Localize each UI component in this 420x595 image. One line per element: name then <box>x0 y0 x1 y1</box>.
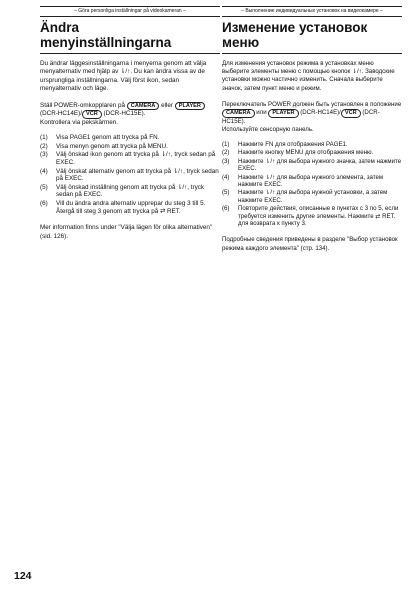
power-text-b: или <box>256 109 267 117</box>
title-line-1: Изменение установок <box>222 20 368 35</box>
step-item: (4) Välj önskat alternativ genom att trycka på ⇂/↑, tryck sedan på EXEC. <box>40 167 219 183</box>
right-column <box>222 6 402 253</box>
step-list <box>40 134 220 215</box>
step-item: (2) Нажмите кнопку MENU для отображения меню. <box>222 149 374 157</box>
camera-mode-label: CAMERA <box>222 109 255 118</box>
left-column <box>40 6 220 241</box>
more-info-note: Подробные сведения приведены в разделе "Выбор установок режима каждого элемента" (стр. 134). <box>222 236 398 252</box>
step-item: (2) Visa menyn genom att trycka på MENU. <box>40 142 168 150</box>
power-text-b: eller <box>161 101 174 109</box>
power-text-a: Ställ POWER-omkopplaren på <box>40 101 126 109</box>
more-info-note: Mer information finns under "Välja lägen för olika alternativen" (sid. 126). <box>40 224 213 240</box>
intro-paragraph: Du ändrar läggesinställningarna i menyerna genom att välja menyalternativ med hjälp av ⇂/↑. Du kan ändra vissa av de ursprungliga inställningarna. Välj först ikon, sedan menyalternativ och läge. <box>40 60 207 93</box>
power-text-d: (DCR-HC15E). <box>222 109 380 125</box>
step-item: (3) Välj önskad ikon genom att trycka på ⇂/↑, tryck sedan på EXEC. <box>40 151 216 166</box>
camera-mode-label: CAMERA <box>127 102 160 111</box>
step-item: (5) Välj önskad inställning genom att trycka på ⇂/↑, tryck sedan på EXEC. <box>40 183 205 199</box>
title-rule <box>40 53 220 54</box>
title-rule <box>222 53 402 54</box>
step-item: (3) Нажмите ⇂/↑ для выбора нужного значка, затем нажмите EXEC. <box>222 157 402 173</box>
power-text-a: Переключатель POWER должен быть установлен в положение <box>222 100 402 108</box>
step-item: (1) Нажмите FN для отображения PAGE1. <box>222 141 348 149</box>
title-line-2: меню <box>222 35 260 50</box>
power-text-c: (DCR-HC14E)/ <box>40 110 82 118</box>
page-title <box>222 20 402 50</box>
step-item: (6) Повторите действия, описанные в пунктах с 3 по 5, если требуется изменить другие элементы. Нажмите ⇄ RET. для возврата к пункту 3. <box>222 205 399 228</box>
section-kicker: – Göra personliga inställningar på videokameran – <box>40 6 220 17</box>
vcr-mode-label: VCR <box>341 109 361 118</box>
power-switch-instruction <box>40 102 220 119</box>
step-item: (4) Нажмите ⇂/↑ для выбора нужного элемента, затем нажмите EXEC. <box>222 173 384 189</box>
power-text-c: (DCR-HC14E)/ <box>300 109 341 117</box>
section-kicker: – Выполнение индивидуальных установок на видеокамере – <box>222 6 402 17</box>
title-line-2: menyinställningarna <box>40 35 172 50</box>
page-title <box>40 20 220 50</box>
step-item: (6) Vill du ändra andra alternativ upprepar du steg 3 till 5. Återgå till steg 3 genom att trycka på ⇄ RET. <box>40 199 206 215</box>
title-line-1: Ändra <box>40 20 80 35</box>
power-switch-instruction <box>222 101 402 126</box>
step-list <box>222 141 402 227</box>
player-mode-label: PLAYER <box>175 102 205 111</box>
player-mode-label: PLAYER <box>268 109 298 118</box>
intro-paragraph: Для изменения установок режима в установках меню выберите элементы меню с помощью кнопок ⇂/↑. Заводские установки можно частично изменить. Сначала выберите значок, затем пункт меню и режим. <box>222 60 395 92</box>
step-item: (1) Visa PAGE1 genom att trycka på FN. <box>40 134 160 142</box>
touch-panel-note: Используйте сенсорную панель. <box>222 125 314 133</box>
vcr-mode-label: VCR <box>82 110 102 119</box>
power-text-d: (DCR-HC15E). <box>103 110 146 118</box>
touch-panel-note: Kontrollera via pekskärmen. <box>40 118 119 126</box>
step-item: (5) Нажмите ⇂/↑ для выбора нужной установки, а затем нажмите EXEC. <box>222 189 388 204</box>
page-number: 124 <box>14 570 32 582</box>
